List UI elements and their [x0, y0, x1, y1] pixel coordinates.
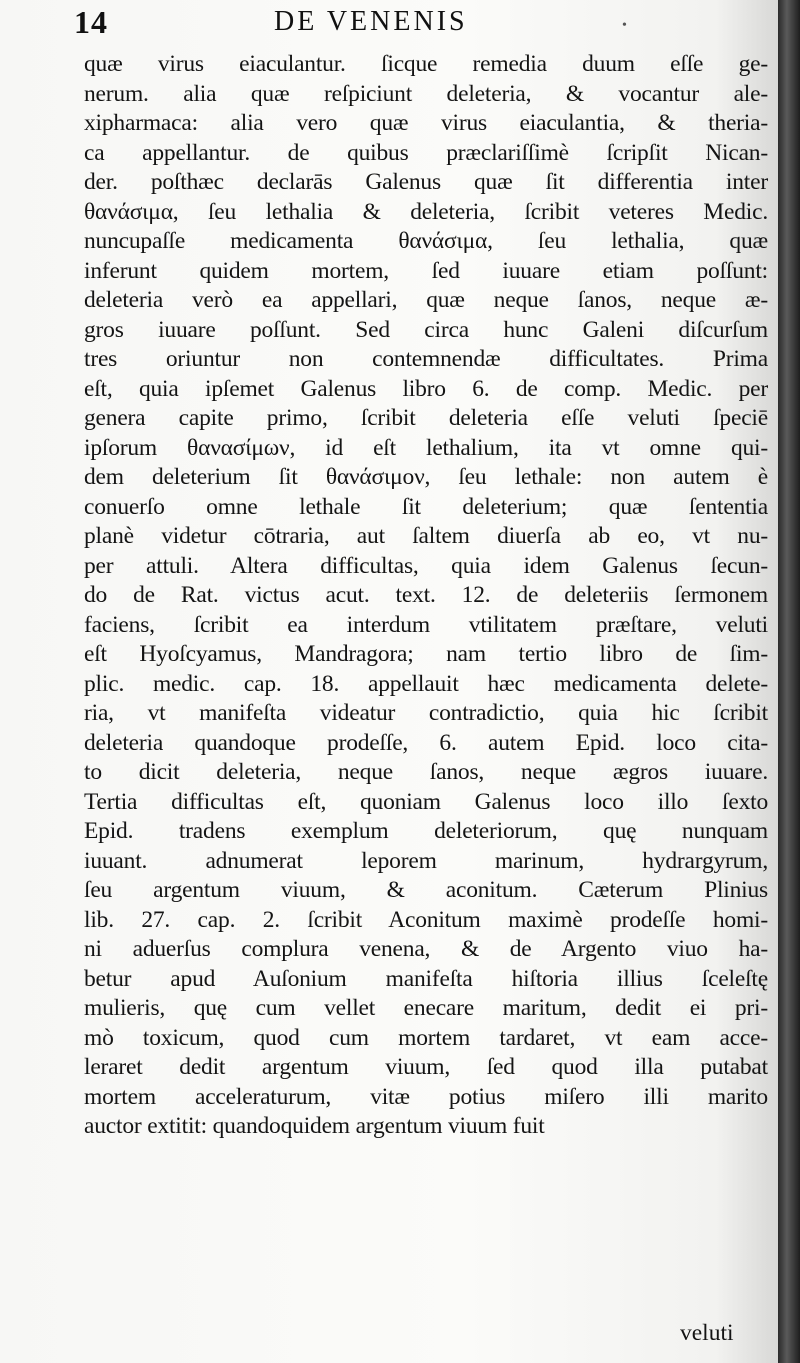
text-line: xipharmaca: alia vero quæ virus eiaculantia, & theria- — [84, 110, 768, 136]
text-line: betur apud Auſonium manifeſta hiſtoria illius ſceleſtę — [84, 965, 768, 992]
text-line: der. poſthæc declarās Galenus quæ ſit differentia inter — [84, 169, 768, 195]
text-line: dem deleterium ſit θανάσιμον, ſeu lethale: non autem è — [84, 464, 768, 490]
text-line: mulieris, quę cum vellet enecare maritum, dedit ei pri- — [84, 995, 768, 1021]
text-line: deleteria verò ea appellari, quæ neque ſanos, neque æ- — [84, 287, 768, 313]
page-edge-shadow — [778, 0, 800, 1363]
text-line: inferunt quidem mortem, ſed iuuare etiam poſſunt: — [84, 257, 768, 284]
text-line: θανάσιμα, ſeu lethalia & deleteria, ſcribit veteres Medic. — [84, 198, 768, 225]
header-mark: • — [622, 18, 627, 33]
text-line: ca appellantur. de quibus præclariſſimè ſcripſit Nican- — [84, 139, 768, 166]
text-line: ſeu argentum viuum, & aconitum. Cæterum Plinius — [84, 877, 768, 903]
text-line: to dicit deleteria, neque ſanos, neque ægros iuuare. — [84, 759, 768, 785]
catchword: veluti — [680, 1320, 734, 1346]
text-line: do de Rat. victus acut. text. 12. de deleteriis ſermonem — [84, 582, 768, 608]
text-line: ria, vt manifeſta videatur contradictio, quia hic ſcribit — [84, 700, 768, 726]
text-line: deleteria quandoque prodeſſe, 6. autem Epid. loco cita- — [84, 729, 768, 756]
text-line: mortem acceleraturum, vitæ potius miſero illi marito — [84, 1083, 768, 1110]
text-line: eſt, quia ipſemet Galenus libro 6. de comp. Medic. per — [84, 375, 768, 402]
text-line: genera capite primo, ſcribit deleteria eſſe veluti ſpeciē — [84, 405, 768, 431]
text-line: mò toxicum, quod cum mortem tardaret, vt eam acce- — [84, 1024, 768, 1051]
text-line: planè videtur cōtraria, aut ſaltem diuerſa ab eo, vt nu- — [84, 523, 768, 549]
text-line: quæ virus eiaculantur. ſicque remedia duum eſſe ge- — [84, 51, 768, 77]
body-text — [84, 50, 768, 1142]
text-line: iuuant. adnumerat leporem marinum, hydrargyrum, — [84, 847, 768, 874]
text-line: ni aduerſus complura venena, & de Argento viuo ha- — [84, 936, 768, 962]
text-line: Tertia difficultas eſt, quoniam Galenus loco illo ſexto — [84, 788, 768, 815]
text-line: faciens, ſcribit ea interdum vtilitatem præſtare, veluti — [84, 611, 768, 638]
text-line: leraret dedit argentum viuum, ſed quod illa putabat — [84, 1054, 768, 1080]
text-line: gros iuuare poſſunt. Sed circa hunc Galeni diſcurſum — [84, 316, 768, 343]
text-line: plic. medic. cap. 18. appellauit hæc medicamenta delete- — [84, 670, 768, 697]
running-title: DE VENENIS — [274, 6, 468, 37]
text-line: ipſorum θανασίμων, id eſt lethalium, ita vt omne qui- — [84, 434, 768, 461]
text-line: per attuli. Altera difficultas, quia idem Galenus ſecun- — [84, 552, 768, 579]
text-line: eſt Hyoſcyamus, Mandragora; nam tertio libro de ſim- — [84, 641, 768, 667]
page-number: 14 — [74, 4, 108, 40]
text-line: lib. 27. cap. 2. ſcribit Aconitum maximè prodeſſe homi- — [84, 906, 768, 933]
text-line: nuncupaſſe medicamenta θανάσιμα, ſeu lethalia, quæ — [84, 228, 768, 254]
text-line: Epid. tradens exemplum deleteriorum, quę nunquam — [84, 818, 768, 844]
text-line: nerum. alia quæ reſpiciunt deleteria, & vocantur ale- — [84, 80, 768, 107]
text-line: conuerſo omne lethale ſit deleterium; quæ ſententia — [84, 493, 768, 520]
page-header — [74, 4, 627, 44]
text-line: auctor extitit: quandoquidem argentum viuum fuit — [84, 1113, 545, 1139]
text-line: tres oriuntur non contemnendæ difficultates. Prima — [84, 346, 768, 372]
